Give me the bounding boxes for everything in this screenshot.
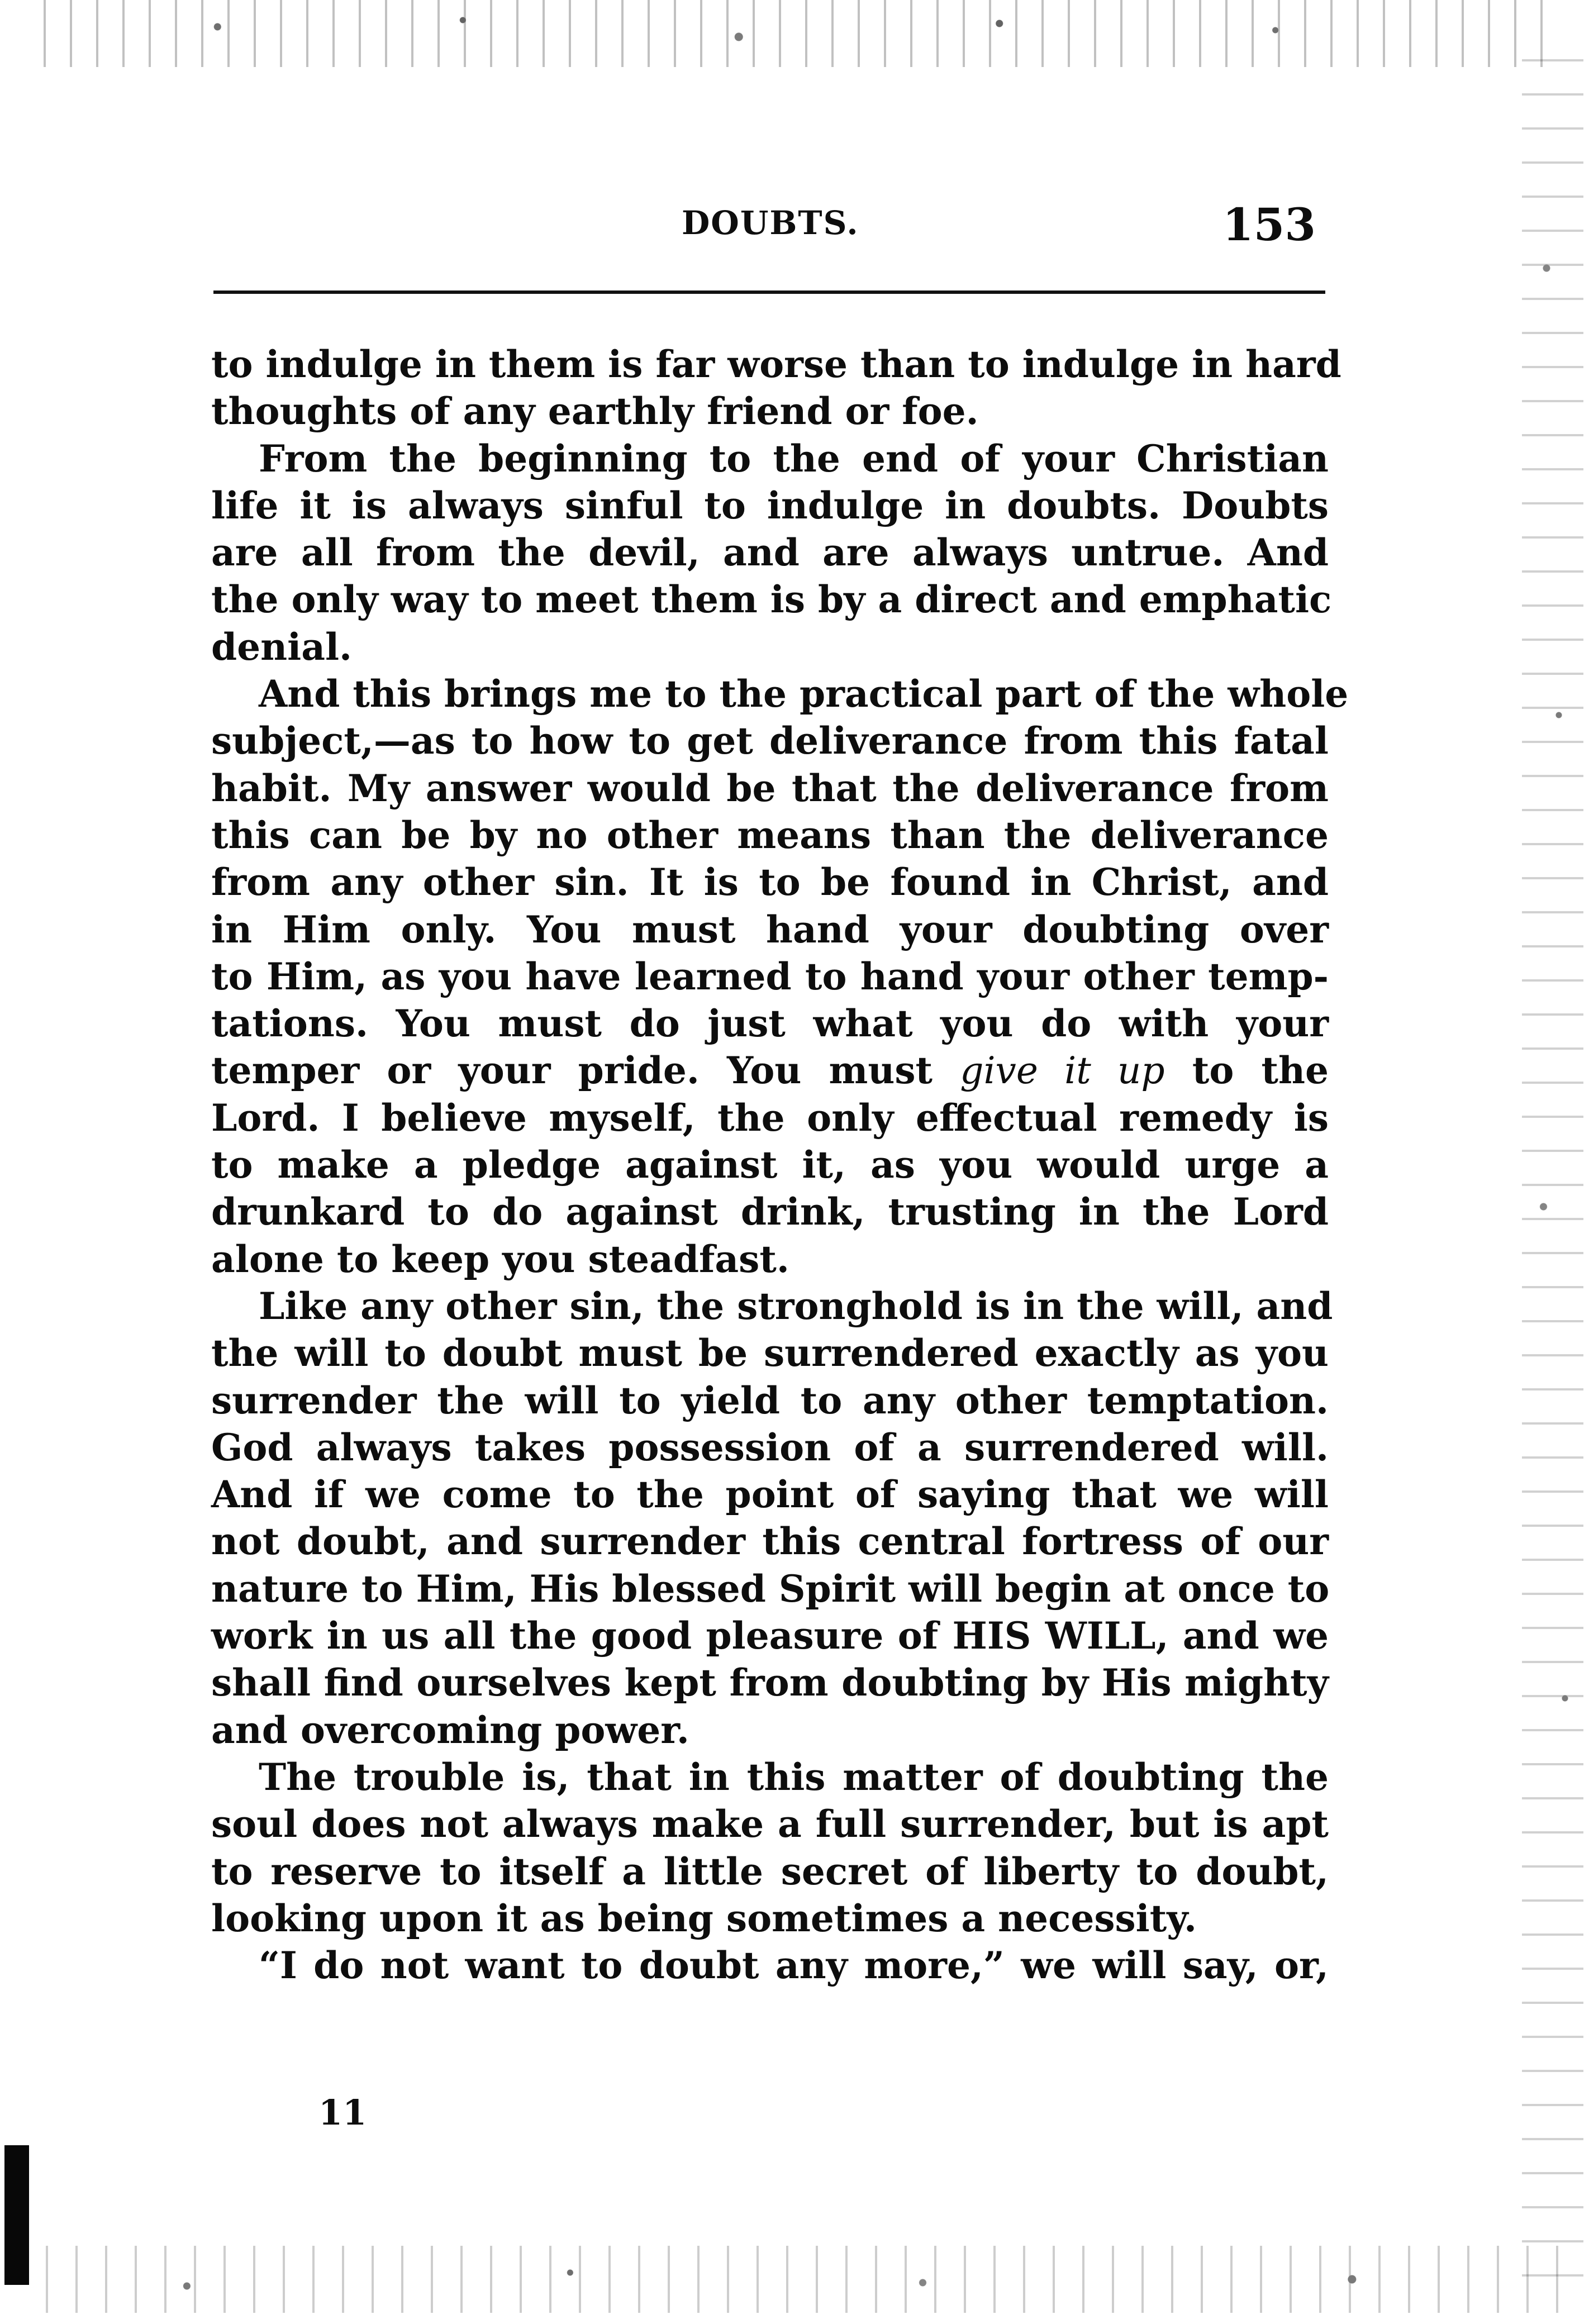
text-line [211, 1424, 1329, 1471]
text-line [211, 1330, 1329, 1377]
text-line [211, 1141, 1329, 1188]
text-line-content: from any other sin. It is to be found in Christ, and [211, 860, 1329, 904]
text-line-content: nature to Him, His blessed Spirit will begin at once to [211, 1566, 1330, 1611]
text-line [211, 435, 1329, 482]
text-line-content: God always takes possession of a surrendered will. [211, 1425, 1329, 1469]
text-line-content: soul does not always make a full surrender, but is apt [211, 1802, 1329, 1846]
text-line [211, 1377, 1329, 1424]
text-line [211, 1565, 1329, 1612]
text-line-content: to reserve to itself a little secret of liberty to doubt, [211, 1849, 1329, 1893]
text-line-content: subject,—as to how to get deliverance from this fatal [211, 719, 1329, 763]
text-line [211, 1094, 1329, 1141]
signature-mark: 11 [318, 2092, 367, 2133]
text-line [211, 482, 1329, 529]
text-line-content: are all from the devil, and are always untrue. And [211, 531, 1329, 575]
text-line [211, 1471, 1329, 1518]
text-line [211, 341, 1341, 388]
text-line [211, 529, 1329, 576]
text-line [211, 1848, 1329, 1895]
text-line [211, 1942, 1329, 1989]
text-line [211, 1283, 1333, 1330]
text-line [211, 765, 1329, 812]
text-line [211, 717, 1329, 764]
text-line [211, 1236, 1329, 1283]
text-line-content: And if we come to the point of saying that we will [211, 1473, 1329, 1517]
text-line-content: surrender the will to yield to any other temptation. [211, 1378, 1329, 1422]
text-line-content: shall find ourselves kept from doubting by His mighty [211, 1661, 1329, 1705]
text-line [211, 1801, 1329, 1847]
text-line-content: in Him only. You must hand your doubting over [211, 907, 1329, 951]
text-line-content: And this brings me to the practical part of the whole [259, 672, 1349, 716]
running-title: DOUBTS. [682, 204, 859, 242]
text-line-content: this can be by no other means than the deliverance [211, 813, 1329, 857]
body-text [211, 341, 1349, 1989]
page-number: 153 [1222, 198, 1316, 251]
text-line [211, 670, 1349, 717]
text-line [211, 1188, 1329, 1235]
text-line-content: to make a pledge against it, as you would urge a [211, 1143, 1329, 1187]
header-rule [213, 290, 1325, 294]
right-edge-scan-noise [1522, 45, 1583, 2279]
text-line-content: work in us all the good pleasure of HIS WILL, and we [211, 1614, 1329, 1658]
text-line [211, 623, 1329, 670]
text-line-content: tations. You must do just what you do with your [211, 1002, 1329, 1046]
text-line-content: to Him, as you have learned to hand your other temp- [211, 954, 1329, 998]
text-line-content: to indulge in them is far worse than to indulge in hard [211, 342, 1341, 386]
text-line [211, 1047, 1329, 1094]
text-line [211, 1612, 1329, 1659]
text-line [211, 859, 1329, 906]
text-line [211, 1518, 1329, 1565]
text-line-content: drunkard to do against drink, trusting in the Lord [211, 1190, 1329, 1234]
text-line-content: looking upon it as being sometimes a necessity. [211, 1896, 1197, 1940]
bottom-edge-scan-noise [34, 2246, 1567, 2313]
text-line [211, 576, 1332, 623]
text-line-tail: to the [1192, 1049, 1329, 1093]
text-line [211, 1754, 1329, 1801]
text-line-content: Like any other sin, the stronghold is in the will, and [259, 1284, 1333, 1328]
text-line [211, 1000, 1329, 1047]
text-line-content: and overcoming power. [211, 1708, 689, 1752]
emphasis-text: give it up [960, 1049, 1165, 1093]
running-head [212, 187, 1327, 249]
text-line-content: Lord. I believe myself, the only effectual remedy is [211, 1096, 1329, 1140]
text-line-content: temper or your pride. You must [211, 1049, 933, 1093]
text-line-content: The trouble is, that in this matter of doubting the [259, 1755, 1329, 1799]
text-line-content: From the beginning to the end of your Christian [259, 436, 1329, 480]
text-line-content: life it is always sinful to indulge in doubts. Doubts [211, 483, 1329, 527]
text-line-content: denial. [211, 625, 353, 669]
text-line [211, 1895, 1329, 1942]
text-line [211, 388, 1329, 435]
binding-edge-mark [4, 2145, 29, 2285]
text-line-content: alone to keep you steadfast. [211, 1237, 789, 1281]
text-line-content: “I do not want to doubt any more,” we will say, or, [259, 1944, 1329, 1988]
text-line-content: the only way to meet them is by a direct and emphatic [211, 578, 1332, 622]
text-line-content: not doubt, and surrender this central fortress of our [211, 1520, 1329, 1564]
text-line [211, 1707, 1329, 1754]
text-line-content: the will to doubt must be surrendered exactly as you [211, 1331, 1329, 1375]
text-line-content: thoughts of any earthly friend or foe. [211, 389, 979, 434]
text-line [211, 906, 1329, 953]
text-line [211, 953, 1329, 1000]
text-line [211, 1659, 1329, 1706]
text-line [211, 812, 1329, 859]
text-line-content: habit. My answer would be that the deliverance from [211, 766, 1329, 810]
top-edge-scan-noise [34, 0, 1567, 67]
